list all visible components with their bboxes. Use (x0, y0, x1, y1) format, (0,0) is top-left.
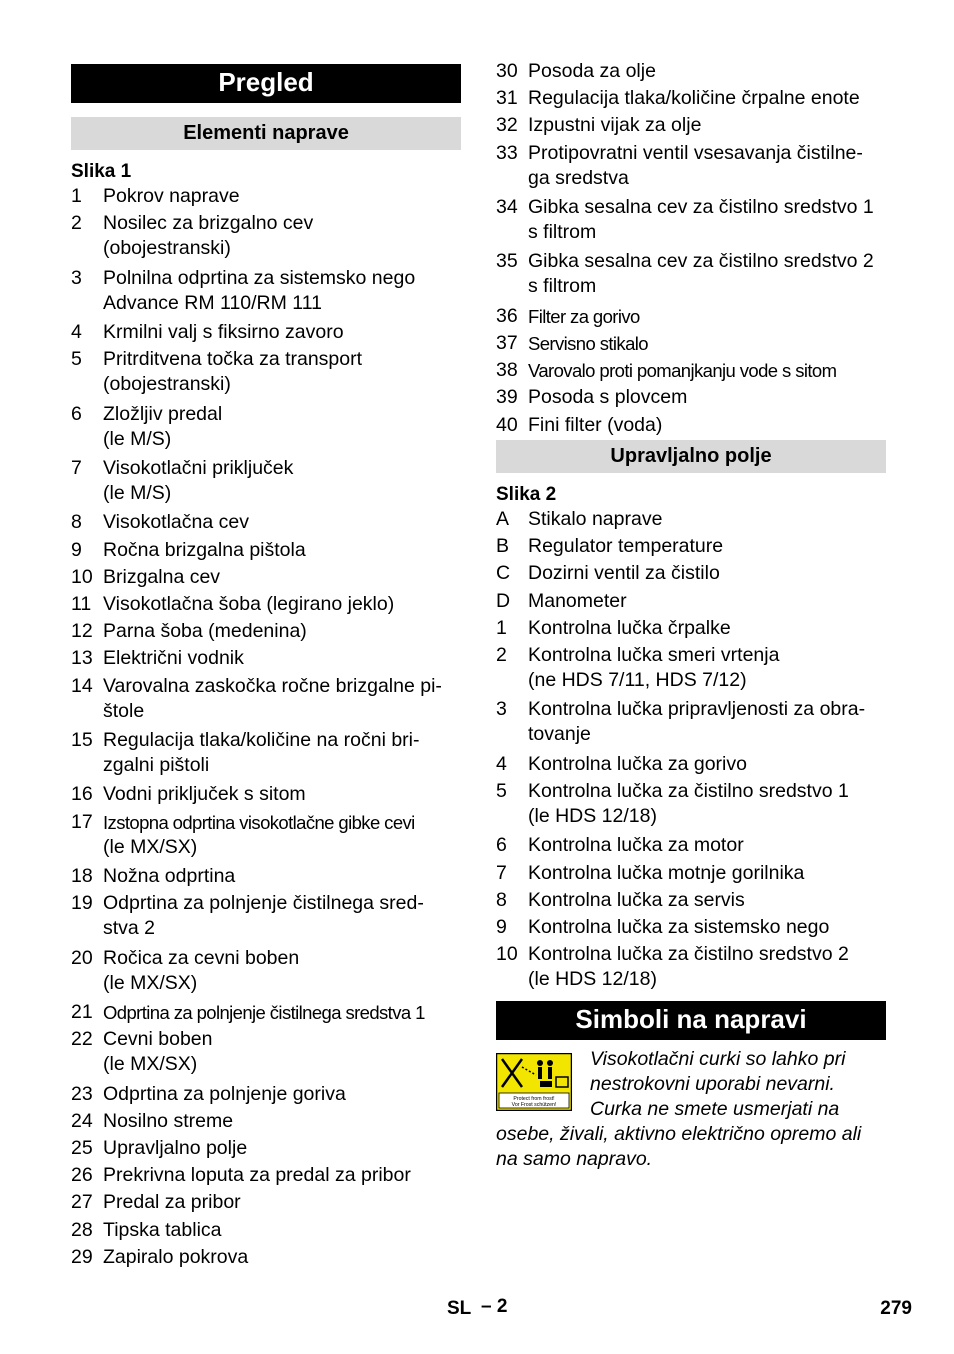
item-number: C (496, 562, 511, 585)
warning-text (496, 1047, 888, 1172)
item-number: 4 (71, 321, 82, 343)
item-number: 33 (496, 141, 518, 164)
item-text-line: Vodni priključek s sitom (103, 783, 306, 806)
item-text-line: Kontrolna lučka za motor (528, 834, 744, 857)
item-text-line: (obojestranski) (103, 373, 231, 396)
item-text (528, 861, 888, 886)
item-number: 11 (71, 593, 92, 615)
item-number: 2 (496, 644, 507, 666)
item-number: 15 (71, 729, 93, 751)
item-text (103, 1218, 463, 1243)
item-text-line: Regulator temperature (528, 535, 724, 558)
item-text (528, 413, 888, 438)
item-text-line: Fini filter (voda) (528, 413, 663, 436)
item-text-line: Brizgalna cev (103, 565, 221, 588)
item-number: 24 (71, 1109, 93, 1132)
footer-language: SL (447, 1298, 472, 1319)
item-number: 8 (71, 511, 82, 534)
item-text (528, 331, 888, 356)
item-number: 1 (496, 616, 507, 639)
item-number: 22 (71, 1028, 93, 1051)
item-text-line: tovanje (528, 723, 591, 746)
item-text (103, 1000, 463, 1025)
item-text (103, 1082, 463, 1107)
item-number: D (496, 589, 511, 612)
item-text-line: Manometer (528, 589, 627, 612)
item-text-line: Posoda s plovcem (528, 386, 688, 409)
item-number: 6 (496, 834, 507, 857)
item-text-line: Zložljiv predal (103, 402, 223, 425)
item-text-line: Odprtina za polnjenje čistilnega sredstva 1 (103, 1002, 425, 1023)
item-text-line: Visokotlačna šoba (legirano jeklo) (103, 593, 395, 615)
item-text-line: Tipska tablica (103, 1218, 222, 1241)
item-text (103, 347, 463, 397)
item-text (103, 1190, 463, 1215)
footer-page-short: – 2 (481, 1296, 508, 1317)
item-number: 25 (71, 1137, 93, 1159)
item-number: 16 (71, 783, 93, 806)
item-text-line: Posoda za olje (528, 60, 656, 82)
item-text-line: Predal za pribor (103, 1191, 241, 1214)
item-text (528, 195, 888, 245)
item-text-line: stva 2 (103, 917, 156, 940)
item-text (528, 942, 888, 992)
figure-label-1: Slika 1 (71, 161, 132, 182)
item-text (103, 510, 463, 535)
item-number: 1 (71, 185, 82, 207)
item-number: 10 (71, 565, 93, 588)
item-text-line: Odprtina za polnjenje goriva (103, 1082, 346, 1105)
item-text (103, 565, 463, 590)
item-number: 35 (496, 250, 518, 273)
footer-page-number: 279 (880, 1298, 912, 1319)
item-text-line: Izstopna odprtina visokotlačne gibke cevi (103, 811, 415, 833)
symbols-heading: Simboli na napravi (496, 1001, 886, 1040)
item-text-line: Varovalo proti pomanjkanju vode s sitom (528, 360, 837, 382)
figure-label-2: Slika 2 (496, 484, 557, 505)
item-number: 19 (71, 892, 93, 915)
item-text-line: ga sredstva (528, 166, 629, 189)
item-text (103, 538, 463, 563)
item-text-line: Električni vodnik (103, 647, 244, 670)
item-text-line: s filtrom (528, 221, 597, 243)
item-number: 39 (496, 386, 518, 409)
item-text-line: Pokrov naprave (103, 185, 240, 207)
item-text-line: zgalni pištoli (103, 754, 210, 776)
item-number: A (496, 508, 510, 530)
item-text-line: Polnilna odprtina za sistemsko nego (103, 266, 416, 289)
section-heading-control-panel: Upravljalno polje (496, 440, 886, 473)
item-number: 40 (496, 413, 518, 436)
item-number: 29 (71, 1245, 93, 1268)
item-number: 27 (71, 1191, 93, 1214)
item-text-line: Prekrivna loputa za predal za pribor (103, 1164, 411, 1187)
section-heading-elements: Elementi naprave (71, 117, 461, 150)
item-text-line: Upravljalno polje (103, 1137, 248, 1159)
item-text (103, 1136, 463, 1161)
item-text-line: Ročna brizgalna pištola (103, 538, 306, 561)
item-number: 28 (71, 1218, 93, 1241)
item-text (103, 674, 463, 724)
item-text-line: (le M/S) (103, 482, 172, 504)
item-number: 30 (496, 60, 518, 82)
item-text (528, 249, 888, 299)
item-number: 10 (496, 943, 518, 966)
item-text-line: (ne HDS 7/11, HDS 7/12) (528, 669, 747, 691)
item-text (103, 946, 463, 996)
item-text-line: Visokotlačni priključek (103, 457, 294, 479)
item-text-line: Varovalna zaskočka ročne brizgalne pi- (103, 674, 442, 697)
item-text-line: Odprtina za polnjenje čistilnega sred- (103, 892, 424, 915)
item-number: 36 (496, 304, 518, 327)
item-number: 21 (71, 1001, 93, 1023)
item-text (528, 385, 888, 410)
item-text-line: Cevni boben (103, 1028, 213, 1051)
item-number: 38 (496, 359, 518, 382)
item-text-line: Kontrolna lučka za gorivo (528, 752, 747, 775)
item-text (528, 589, 888, 614)
item-text-line: Regulacija tlaka/količine črpalne enote (528, 87, 860, 110)
page-title: Pregled (71, 64, 461, 103)
item-text (528, 534, 888, 559)
item-number: 4 (496, 752, 507, 775)
item-text (528, 507, 888, 532)
item-text-line: Gibka sesalna cev za čistilno sredstvo 1 (528, 196, 874, 218)
item-number: 20 (71, 946, 93, 969)
item-number: 32 (496, 114, 518, 137)
item-text-line: (le MX/SX) (103, 971, 198, 994)
item-text (528, 643, 888, 693)
item-text (528, 833, 888, 858)
item-text (528, 752, 888, 777)
item-text (103, 810, 463, 860)
item-text (103, 1245, 463, 1270)
item-number: 18 (71, 865, 93, 887)
warning-line: Visokotlačni curki so lahko pri (590, 1048, 846, 1070)
item-text-line: Kontrolna lučka pripravljenosti za obra- (528, 698, 866, 721)
item-text-line: Nožna odprtina (103, 865, 236, 887)
item-number: 5 (71, 348, 82, 371)
item-text-line: (le HDS 12/18) (528, 805, 657, 827)
item-text-line: Nosilec za brizgalno cev (103, 212, 314, 235)
item-number: 26 (71, 1164, 93, 1187)
item-text (528, 113, 888, 138)
item-number: 3 (71, 266, 82, 289)
item-text-line: Krmilni valj s fiksirno zavoro (103, 321, 344, 343)
item-text (103, 646, 463, 671)
item-text (528, 697, 888, 747)
item-text (528, 358, 888, 383)
item-number: 5 (496, 780, 507, 802)
item-text (103, 456, 463, 506)
item-text-line: Kontrolna lučka črpalke (528, 616, 731, 639)
item-text-line: Nosilno streme (103, 1109, 234, 1132)
item-text-line: štole (103, 699, 145, 722)
item-text-line: Regulacija tlaka/količine na ročni bri- (103, 729, 420, 751)
item-number: 9 (71, 538, 82, 561)
item-text-line: Visokotlačna cev (103, 511, 249, 534)
item-number: 34 (496, 196, 518, 218)
item-text (103, 864, 463, 889)
warning-line: na samo napravo. (496, 1148, 653, 1170)
item-text (528, 141, 888, 191)
item-text-line: (obojestranski) (103, 237, 231, 260)
item-text-line: Gibka sesalna cev za čistilno sredstvo 2 (528, 250, 874, 273)
item-text (103, 1027, 463, 1077)
item-text (528, 888, 888, 913)
item-number: 31 (496, 87, 518, 110)
item-number: 8 (496, 888, 507, 911)
item-number: 37 (496, 332, 518, 354)
item-text (103, 728, 463, 778)
item-text-line: Kontrolna lučka za sistemsko nego (528, 916, 830, 938)
item-number: 13 (71, 647, 93, 670)
warning-line: nestrokovni uporabi nevarni. (590, 1073, 835, 1095)
item-text-line: Ročica za cevni boben (103, 946, 300, 969)
item-text-line: Advance RM 110/RM 111 (103, 291, 322, 314)
item-number: 17 (71, 810, 93, 833)
item-text (528, 616, 888, 641)
item-text (103, 184, 463, 209)
item-text (103, 1109, 463, 1134)
item-text (103, 782, 463, 807)
item-text-line: Pritrditvena točka za transport (103, 348, 363, 371)
item-text-line: Parna šoba (medenina) (103, 620, 307, 643)
item-number: 14 (71, 674, 93, 697)
warning-label-line-1: Protect from frost! (513, 1096, 555, 1102)
item-text-line: (le MX/SX) (103, 835, 198, 858)
item-text (103, 211, 463, 261)
item-text (528, 561, 888, 586)
item-text-line: Dozirni ventil za čistilo (528, 562, 720, 585)
item-text (103, 891, 463, 941)
item-number: 23 (71, 1082, 93, 1105)
item-text-line: Kontrolna lučka za čistilno sredstvo 2 (528, 943, 849, 966)
warning-line: osebe, živali, aktivno električno opremo ali (496, 1123, 862, 1145)
item-text (528, 86, 888, 111)
item-text-line: Kontrolna lučka za čistilno sredstvo 1 (528, 780, 849, 802)
item-text (103, 1163, 463, 1188)
item-text-line: (le HDS 12/18) (528, 968, 657, 991)
item-text (103, 402, 463, 452)
item-text (103, 266, 463, 316)
item-text (528, 59, 888, 84)
item-text-line: Filter za gorivo (528, 305, 640, 327)
item-number: B (496, 535, 510, 558)
item-text-line: Protipovratni ventil vsesavanja čistilne- (528, 141, 863, 164)
item-text-line: s filtrom (528, 275, 597, 298)
item-text (103, 320, 463, 345)
item-number: 9 (496, 916, 507, 938)
item-text (103, 592, 463, 617)
item-number: 6 (71, 402, 82, 425)
item-text-line: Kontrolna lučka smeri vrtenja (528, 644, 780, 666)
item-text-line: Kontrolna lučka za servis (528, 888, 745, 911)
item-text-line: Stikalo naprave (528, 508, 663, 530)
item-text-line: Servisno stikalo (528, 333, 648, 354)
item-text-line: Izpustni vijak za olje (528, 114, 702, 137)
item-text (528, 915, 888, 940)
item-text-line: (le M/S) (103, 427, 172, 450)
item-text (528, 304, 888, 329)
item-number: 2 (71, 212, 82, 235)
item-number: 12 (71, 620, 93, 643)
item-text-line: Zapiralo pokrova (103, 1245, 249, 1268)
item-text (528, 779, 888, 829)
item-text-line: (le MX/SX) (103, 1053, 198, 1076)
warning-line: Curka ne smete usmerjati na (590, 1098, 840, 1120)
item-number: 3 (496, 698, 507, 721)
warning-label-line-2: Vor Frost schützen! (511, 1102, 557, 1108)
item-number: 7 (496, 861, 507, 884)
item-text (103, 619, 463, 644)
item-text-line: Kontrolna lučka motnje gorilnika (528, 861, 805, 884)
item-number: 7 (71, 457, 82, 479)
